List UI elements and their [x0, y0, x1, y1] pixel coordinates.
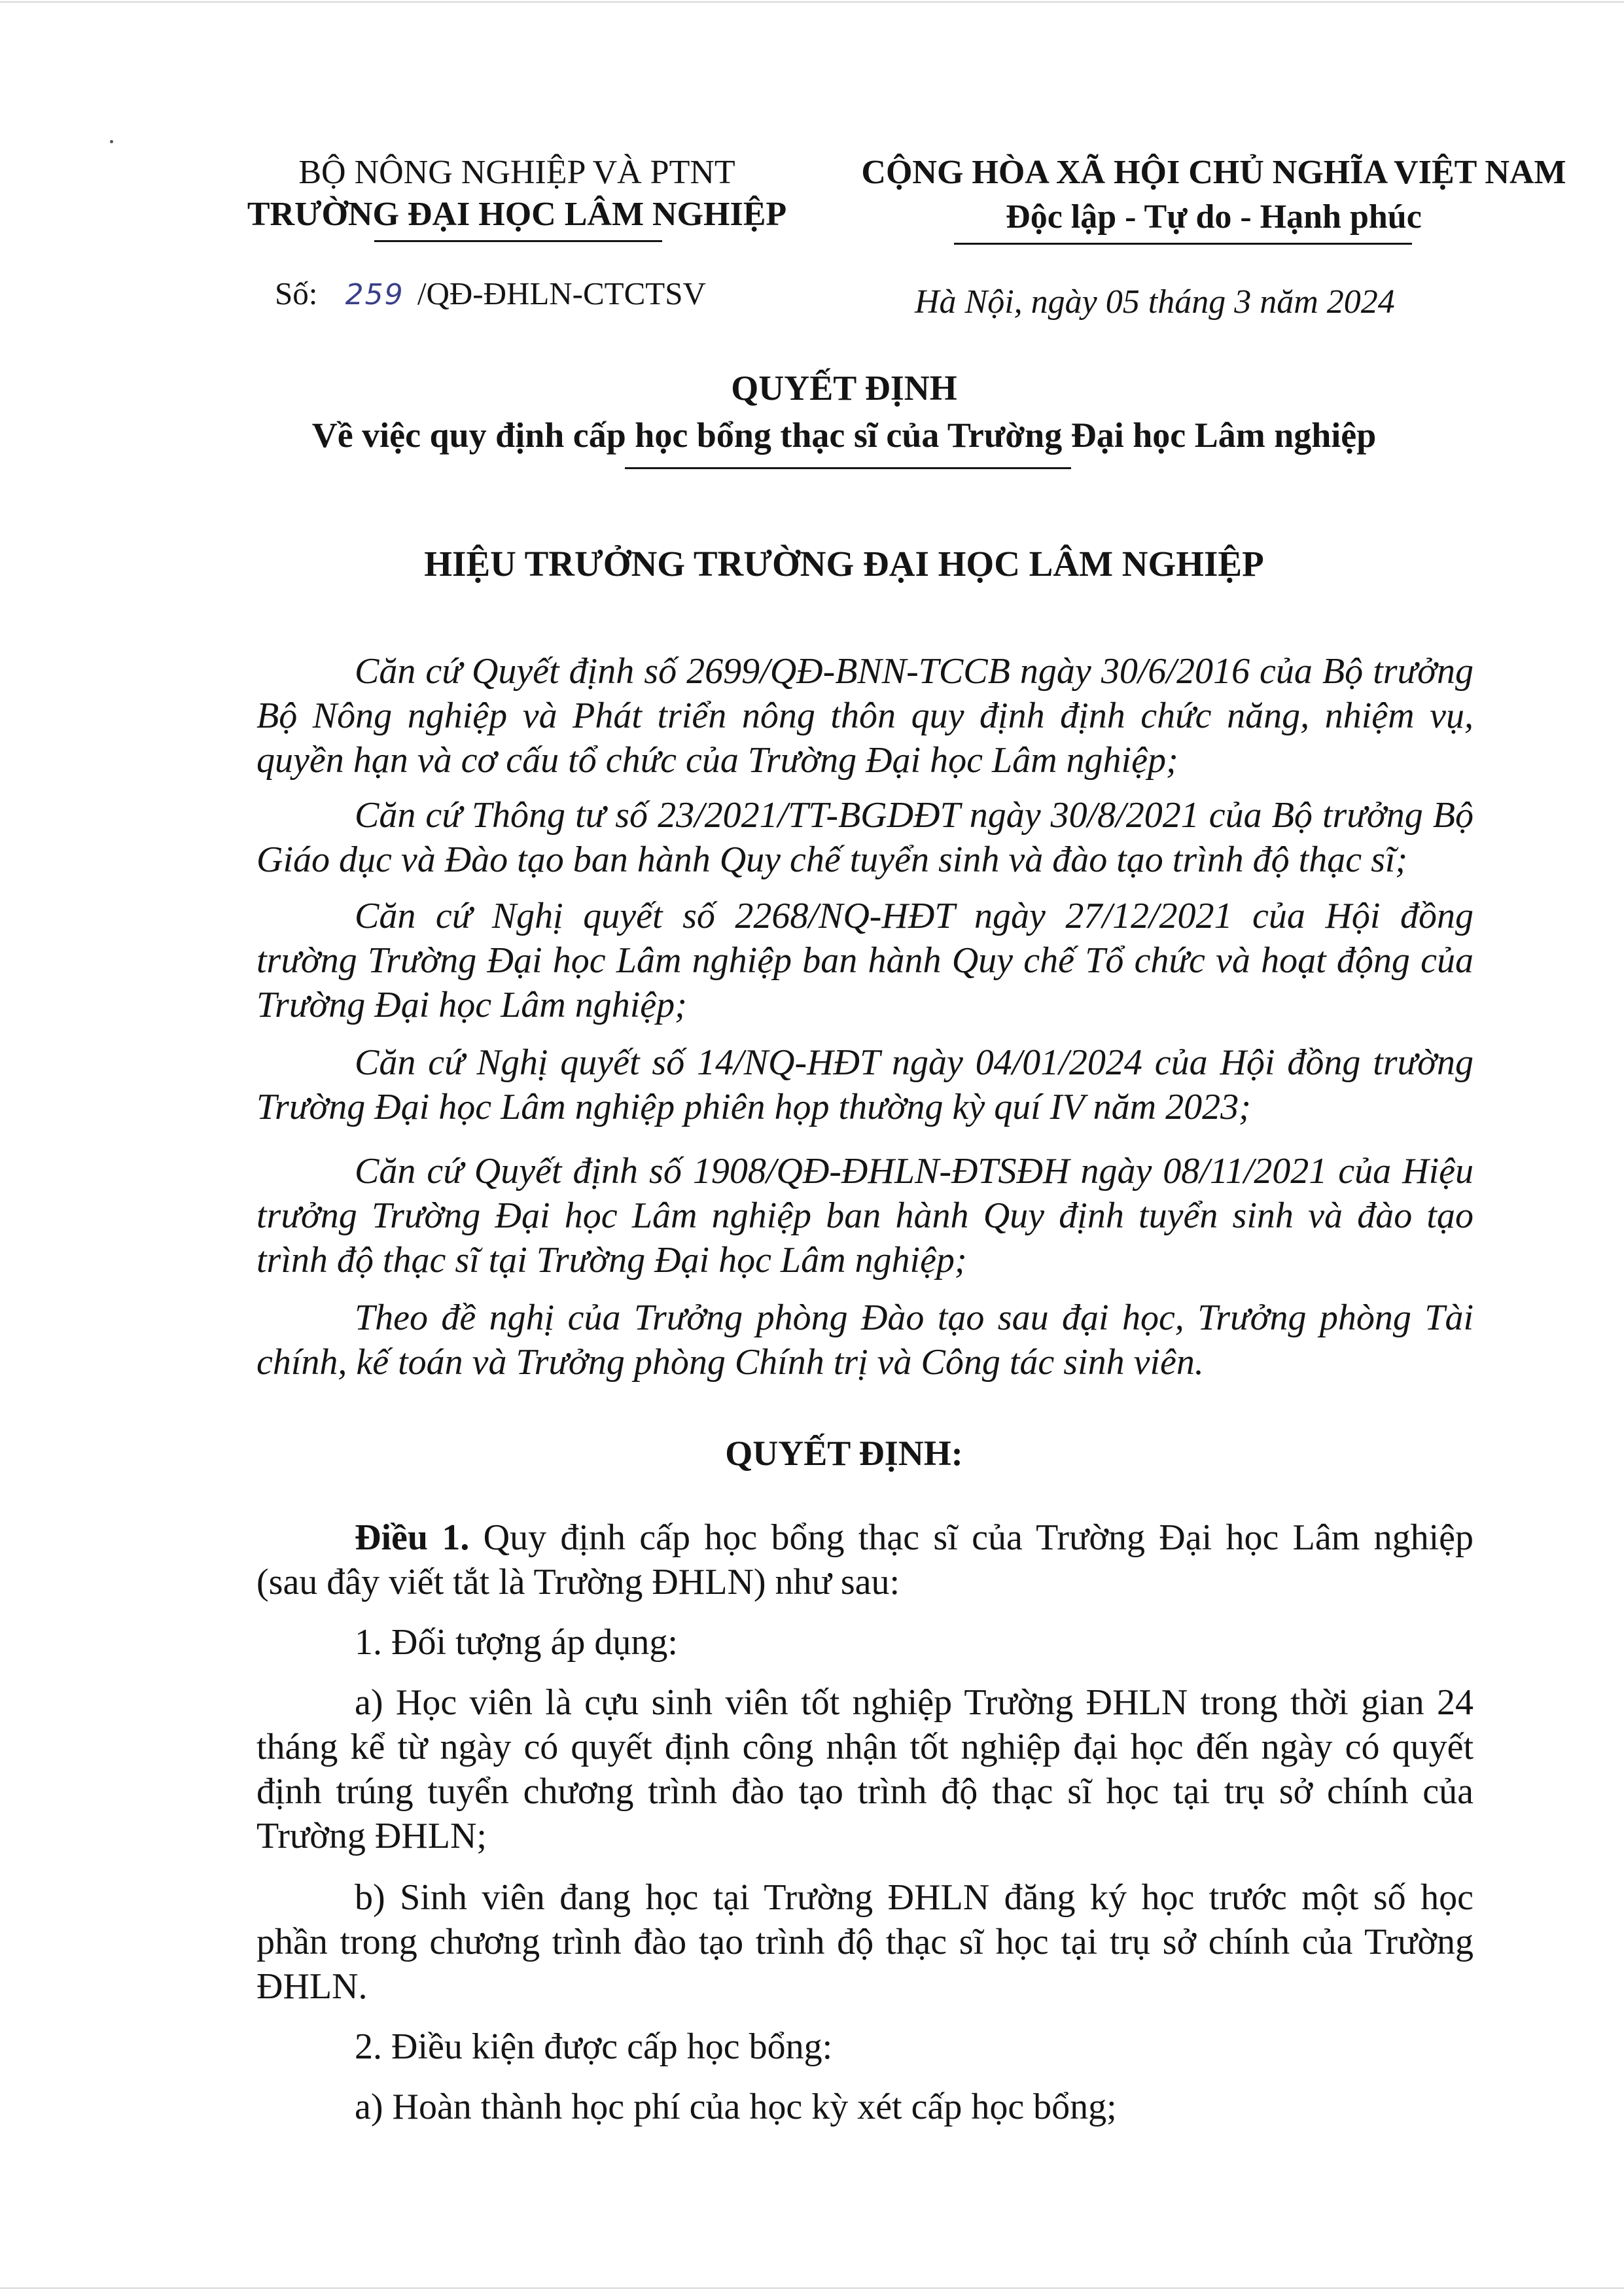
article-1-text: Quy định cấp học bổng thạc sĩ của Trường Đại học Lâm nghiệp (sau đây viết tắt là Trường ĐHLN) như sau: — [256, 1517, 1474, 1602]
section-1-heading: 1. Đối tượng áp dụng: — [355, 1622, 678, 1663]
legal-basis-4: Căn cứ Nghị quyết số 14/NQ-HĐT ngày 04/01/2024 của Hội đồng trường Trường Đại học Lâm nghiệp phiên họp thường kỳ quí IV năm 2023; — [256, 1042, 1474, 1127]
legal-basis-2: Căn cứ Thông tư số 23/2021/TT-BGDĐT ngày 30/8/2021 của Bộ trưởng Bộ Giáo dục và Đào tạo ban hành Quy chế tuyển sinh và đào tạo trình độ thạc sĩ; — [256, 795, 1474, 880]
section-1-item-b: b) Sinh viên đang học tại Trường ĐHLN đăng ký học trước một số học phần trong chương trình đào tạo trình độ thạc sĩ học tại trụ sở chính của Trường ĐHLN. — [256, 1877, 1474, 2007]
number-label: Số: — [275, 275, 318, 311]
document-number — [275, 275, 706, 312]
issuing-authority: HIỆU TRƯỞNG TRƯỜNG ĐẠI HỌC LÂM NGHIỆP — [424, 544, 1264, 584]
decision-title: QUYẾT ĐỊNH — [731, 368, 957, 408]
motto: Độc lập - Tự do - Hạnh phúc — [1006, 198, 1422, 236]
legal-basis-5: Căn cứ Quyết định số 1908/QĐ-ĐHLN-ĐTSĐH ngày 08/11/2021 của Hiệu trưởng Trường Đại học Lâm nghiệp ban hành Quy định tuyển sinh và đào tạo trình độ thạc sĩ tại Trường Đại học Lâm nghiệp; — [256, 1151, 1474, 1280]
section-2-heading: 2. Điều kiện được cấp học bổng: — [355, 2026, 833, 2067]
ministry-name: BỘ NÔNG NGHIỆP VÀ PTNT — [298, 154, 735, 191]
section-1-item-a: a) Học viên là cựu sinh viên tốt nghiệp Trường ĐHLN trong thời gian 24 tháng kể từ ngày có quyết định công nhận tốt nghiệp đại học đến ngày có quyết định trúng tuyển chương trình đào tạo trình độ thạc sĩ học tại trụ sở chính của Trường ĐHLN; — [256, 1682, 1474, 1856]
article-1-label: Điều 1. — [355, 1517, 470, 1558]
university-underline — [374, 240, 662, 242]
legal-basis-3: Căn cứ Nghị quyết số 2268/NQ-HĐT ngày 27/12/2021 của Hội đồng trường Trường Đại học Lâm nghiệp ban hành Quy chế Tổ chức và hoạt động của Trường Đại học Lâm nghiệp; — [256, 896, 1474, 1025]
motto-underline — [954, 243, 1412, 245]
decision-subject: Về việc quy định cấp học bổng thạc sĩ của Trường Đại học Lâm nghiệp — [311, 415, 1377, 455]
university-name: TRƯỜNG ĐẠI HỌC LÂM NGHIỆP — [247, 196, 787, 233]
handwritten-number: 259 — [345, 278, 404, 311]
subject-underline — [625, 467, 1071, 469]
scan-edge-top — [0, 1, 1624, 3]
article-1 — [256, 1515, 1474, 1604]
legal-basis-1: Căn cứ Quyết định số 2699/QĐ-BNN-TCCB ngày 30/6/2016 của Bộ trưởng Bộ Nông nghiệp và Phát triển nông thôn quy định định chức năng, nhiệm vụ, quyền hạn và cơ cấu tổ chức của Trường Đại học Lâm nghiệp; — [256, 651, 1474, 781]
place-and-date: Hà Nội, ngày 05 tháng 3 năm 2024 — [915, 283, 1395, 321]
country-name: CỘNG HÒA XÃ HỘI CHỦ NGHĨA VIỆT NAM — [861, 154, 1566, 191]
scan-speck — [110, 140, 113, 143]
number-suffix: /QĐ-ĐHLN-CTCTSV — [417, 275, 706, 311]
section-2-item-a: a) Hoàn thành học phí của học kỳ xét cấp học bổng; — [355, 2087, 1117, 2127]
scan-edge-bottom — [0, 2287, 1624, 2289]
legal-basis-6: Theo đề nghị của Trưởng phòng Đào tạo sau đại học, Trưởng phòng Tài chính, kế toán và Trưởng phòng Chính trị và Công tác sinh viên. — [256, 1298, 1474, 1383]
decision-heading: QUYẾT ĐỊNH: — [725, 1434, 963, 1473]
